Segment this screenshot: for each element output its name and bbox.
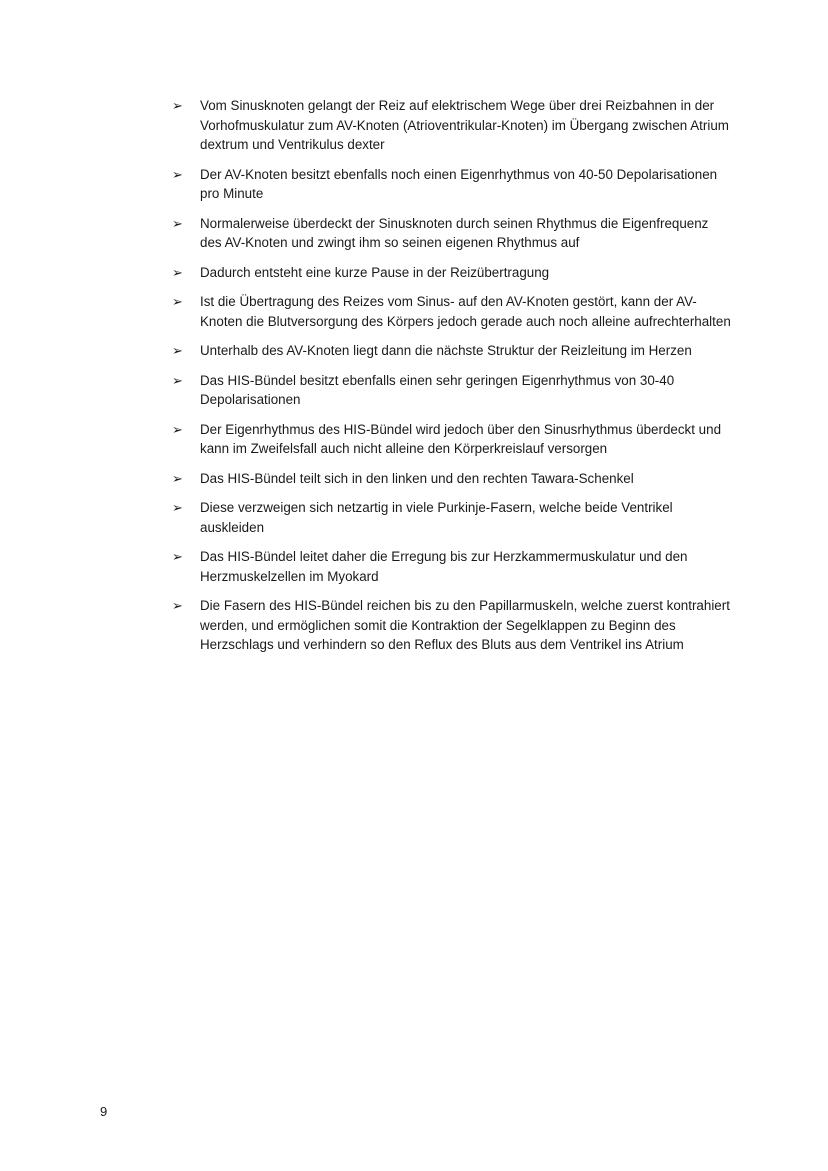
list-item xyxy=(172,547,732,586)
arrow-bullet-icon: ➢ xyxy=(172,343,183,358)
arrow-bullet-icon: ➢ xyxy=(172,215,183,231)
arrow-bullet-icon: ➢ xyxy=(172,500,183,515)
arrow-bullet-icon: ➢ xyxy=(172,598,183,613)
list-item xyxy=(172,469,732,489)
bullet-text: Der Eigenrhythmus des HIS-Bündel wird jedoch über den Sinusrhythmus überdeckt und kann im Zweifelsfall auch nicht alleine den Körperkreislauf versorgen xyxy=(200,421,722,456)
arrow-bullet-icon: ➢ xyxy=(172,470,183,486)
arrow-bullet-icon: ➢ xyxy=(172,166,183,182)
list-item xyxy=(172,214,732,253)
arrow-bullet-icon: ➢ xyxy=(172,549,183,564)
bullet-text: Vom Sinusknoten gelangt der Reiz auf elektrischem Wege über drei Reizbahnen in der Vorhofmuskulatur zum AV-Knoten (Atrioventrikular-Knoten) im Übergang zwischen Atrium dextrum und Ventrikulus dexter xyxy=(200,98,729,152)
list-item xyxy=(172,371,732,410)
list-item xyxy=(172,96,732,155)
bullet-text: Der AV-Knoten besitzt ebenfalls noch einen Eigenrhythmus von 40-50 Depolarisationen pro Minute xyxy=(200,166,718,201)
list-item xyxy=(172,341,732,361)
bullet-text: Unterhalb des AV-Knoten liegt dann die nächste Struktur der Reizleitung im Herzen xyxy=(200,343,692,358)
bullet-text: Das HIS-Bündel teilt sich in den linken und den rechten Tawara-Schenkel xyxy=(200,470,634,486)
bullet-text: Normalerweise überdeckt der Sinusknoten durch seinen Rhythmus die Eigenfrequenz des AV-Knoten und zwingt ihm so seinen eigenen Rhythmus auf xyxy=(200,215,709,250)
bullet-text: Das HIS-Bündel leitet daher die Erregung bis zur Herzkammermuskulatur und den Herzmuskelzellen im Myokard xyxy=(200,549,688,584)
list-item xyxy=(172,263,732,283)
bullet-text: Diese verzweigen sich netzartig in viele Purkinje-Fasern, welche beide Ventrikel auskleiden xyxy=(200,500,673,535)
list-item xyxy=(172,596,732,655)
page-number: 9 xyxy=(100,1104,108,1119)
list-item xyxy=(172,498,732,537)
arrow-bullet-icon: ➢ xyxy=(172,98,183,113)
bullet-text: Ist die Übertragung des Reizes vom Sinus- auf den AV-Knoten gestört, kann der AV-Knoten die Blutversorgung des Körpers jedoch gerade auch noch alleine aufrechterhalten xyxy=(200,294,731,329)
list-item xyxy=(172,165,732,204)
bullet-text: Dadurch entsteht eine kurze Pause in der Reizübertragung xyxy=(200,264,550,280)
list-item xyxy=(172,420,732,459)
bullet-list xyxy=(172,96,732,665)
bullet-text: Die Fasern des HIS-Bündel reichen bis zu den Papillarmuskeln, welche zuerst kontrahiert werden, und ermöglichen somit die Kontraktion der Segelklappen zu Beginn des Herzschlags und verhindern so den Reflux des Bluts aus dem Ventrikel ins Atrium xyxy=(200,598,730,652)
list-item xyxy=(172,292,732,331)
bullet-text: Das HIS-Bündel besitzt ebenfalls einen sehr geringen Eigenrhythmus von 30-40 Depolarisationen xyxy=(200,372,675,407)
arrow-bullet-icon: ➢ xyxy=(172,421,183,437)
arrow-bullet-icon: ➢ xyxy=(172,294,183,309)
arrow-bullet-icon: ➢ xyxy=(172,264,183,280)
arrow-bullet-icon: ➢ xyxy=(172,372,183,388)
